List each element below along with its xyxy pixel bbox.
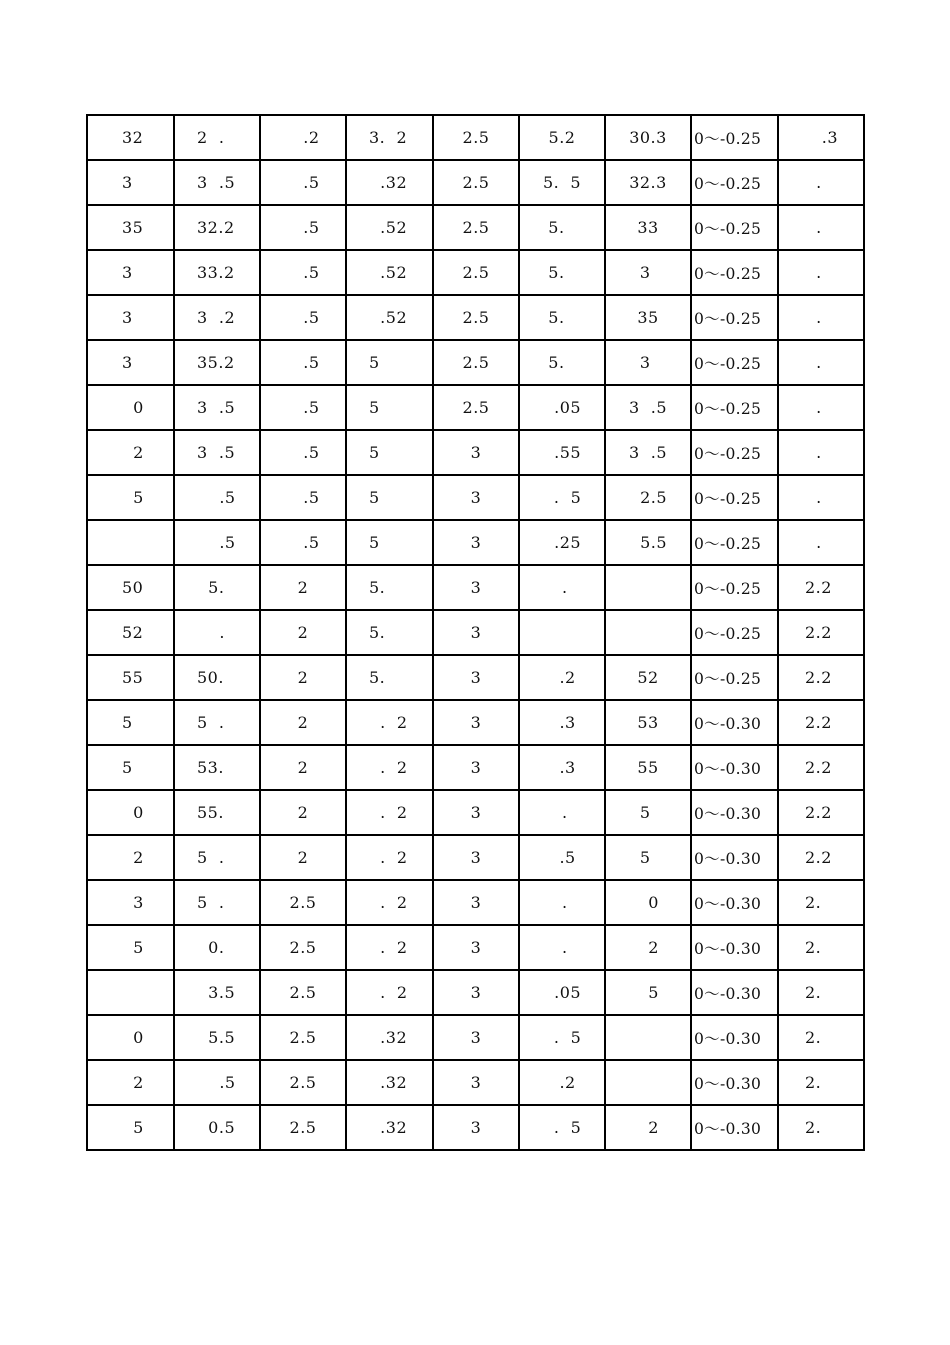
table-cell: 2 [87,835,174,880]
table-cell: .5 [260,295,346,340]
table-cell: . [778,295,864,340]
table-cell: .2 [260,115,346,160]
table-cell: . [778,160,864,205]
table-cell: 3 .5 [174,160,260,205]
table-cell: 2.2 [778,790,864,835]
table-cell: 2.5 [433,385,519,430]
table-cell: 50. [174,655,260,700]
table-cell: 5 [87,475,174,520]
table-cell: 3 [433,1105,519,1150]
table-cell: 2.5 [260,1015,346,1060]
table-cell: 5 [346,385,433,430]
table-cell: 0～-0.25 [691,160,778,205]
table-cell: 0～-0.25 [691,340,778,385]
table-cell: 5. [346,655,433,700]
table-cell: . [174,610,260,655]
table-row [87,115,864,160]
table-cell: 5.5 [605,520,691,565]
table-cell: 0 [87,1015,174,1060]
table-cell: 3 [433,925,519,970]
table-row [87,430,864,475]
table-cell: 0～-0.25 [691,115,778,160]
table-cell: 2 [260,565,346,610]
table-row [87,1015,864,1060]
table-cell: 2.2 [778,835,864,880]
table-cell: 0～-0.25 [691,385,778,430]
table-cell: . [778,205,864,250]
table-row [87,1060,864,1105]
table-cell: 0 [87,385,174,430]
table-row [87,745,864,790]
table-cell: .52 [346,205,433,250]
table-cell: .32 [346,1060,433,1105]
table-cell: . [778,520,864,565]
table-cell: 2.2 [778,610,864,655]
table-cell: 3. 2 [346,115,433,160]
table-cell: 33 [605,205,691,250]
table-cell: . [778,475,864,520]
table-cell: 5 [87,1105,174,1150]
table-cell: 2 [605,925,691,970]
table-cell: 3 [433,790,519,835]
table-cell: 2.2 [778,700,864,745]
table-cell: .5 [260,340,346,385]
table-cell: .2 [519,1060,605,1105]
table-cell: . [519,790,605,835]
table-cell: .05 [519,385,605,430]
table-cell: 2 [605,1105,691,1150]
table-cell: . [778,430,864,475]
table-row [87,340,864,385]
table-cell: . 2 [346,745,433,790]
table-cell: . 5 [519,475,605,520]
table-cell: .52 [346,250,433,295]
table-cell: 0～-0.25 [691,295,778,340]
table-cell: 2 [260,835,346,880]
table-cell: 3 [433,565,519,610]
table-cell: 2.5 [260,880,346,925]
table-cell: 3 .5 [174,430,260,475]
table-cell: 0～-0.25 [691,430,778,475]
table-cell: 2. [778,880,864,925]
table-cell: 2 . [174,115,260,160]
table-cell: 2.2 [778,655,864,700]
table-cell: 5. [519,295,605,340]
table-cell: 2.2 [778,565,864,610]
table-cell: .5 [260,205,346,250]
table-cell: 0. [174,925,260,970]
table-cell: 3.5 [174,970,260,1015]
table-cell: 52 [605,655,691,700]
table-cell [605,1060,691,1105]
table-cell: 55 [87,655,174,700]
table-cell: 0.5 [174,1105,260,1150]
table-cell: .5 [260,430,346,475]
table-cell: .5 [174,475,260,520]
table-cell: 0～-0.30 [691,700,778,745]
table-cell: 5. [519,250,605,295]
table-cell: 2 [260,655,346,700]
table-cell [87,970,174,1015]
table-cell: 5.2 [519,115,605,160]
table-cell [87,520,174,565]
table-cell: 0～-0.25 [691,475,778,520]
table-cell: .25 [519,520,605,565]
table-cell [605,610,691,655]
table-cell: 0 [87,790,174,835]
table-cell: . [519,880,605,925]
table-cell: 2. [778,1105,864,1150]
table-cell: 2.5 [433,160,519,205]
table-row [87,610,864,655]
table-cell: 5 [346,430,433,475]
table-cell: 2. [778,1015,864,1060]
table-cell [605,565,691,610]
table-cell: .32 [346,160,433,205]
table-cell: 5. [519,205,605,250]
table-cell: 3 [433,1015,519,1060]
table-cell: 3 [433,475,519,520]
table-row [87,385,864,430]
table-cell: 5 [605,970,691,1015]
table-cell: 2.2 [778,745,864,790]
table-cell: 2. [778,970,864,1015]
table-cell: 32.3 [605,160,691,205]
table-cell: .5 [519,835,605,880]
table-cell: .32 [346,1105,433,1150]
table-cell: 55 [605,745,691,790]
table-cell: 3 [87,295,174,340]
table-cell: .5 [260,475,346,520]
table-cell: 2 [260,745,346,790]
table-cell: 3 [605,250,691,295]
table-row [87,655,864,700]
table-cell: 3 [87,160,174,205]
table-cell: . 2 [346,880,433,925]
table-cell: .32 [346,1015,433,1060]
table-body [87,115,864,1150]
table-cell: 32 [87,115,174,160]
table-cell: 0～-0.25 [691,655,778,700]
table-cell: 3 [433,700,519,745]
table-row [87,1105,864,1150]
table-cell: 2.5 [433,250,519,295]
table-cell: 5 . [174,700,260,745]
table-cell: 3 [433,520,519,565]
table-row [87,790,864,835]
table-cell: .3 [519,700,605,745]
data-table [86,114,865,1151]
table-cell: 2 [87,430,174,475]
table-row [87,835,864,880]
table-cell: 52 [87,610,174,655]
table-cell: . 5 [519,1015,605,1060]
table-cell: 3 [433,610,519,655]
table-row [87,880,864,925]
table-cell: . [778,250,864,295]
table-cell: 2.5 [605,475,691,520]
table-cell: 35.2 [174,340,260,385]
table-cell: 3 [433,745,519,790]
table-cell: .05 [519,970,605,1015]
table-cell: 0～-0.30 [691,790,778,835]
table-cell: . 2 [346,925,433,970]
table-cell: .3 [778,115,864,160]
table-cell: 0～-0.30 [691,745,778,790]
table-cell: 2.5 [433,340,519,385]
table-cell: 2 [260,700,346,745]
table-cell: 35 [605,295,691,340]
table-cell: .5 [260,520,346,565]
table-cell: 3 [433,880,519,925]
table-cell: .3 [519,745,605,790]
table-cell: 0～-0.25 [691,250,778,295]
table-cell: 0～-0.30 [691,880,778,925]
table-cell: 0～-0.30 [691,1015,778,1060]
table-cell: 0～-0.30 [691,1105,778,1150]
table-cell: . 2 [346,970,433,1015]
table-cell: 33.2 [174,250,260,295]
table-row [87,475,864,520]
table-cell: 55. [174,790,260,835]
table-cell: 32.2 [174,205,260,250]
table-cell: 5. 5 [519,160,605,205]
table-cell: 2.5 [433,295,519,340]
table-cell [519,610,605,655]
table-cell: .5 [174,520,260,565]
table-cell: 3 [433,1060,519,1105]
table-cell: 2.5 [433,115,519,160]
table-cell: . 2 [346,835,433,880]
table-cell: 5 [87,925,174,970]
table-cell [605,1015,691,1060]
table-cell: 5. [346,565,433,610]
table-cell: .55 [519,430,605,475]
table-cell: 5 [346,475,433,520]
table-cell: 5. [519,340,605,385]
table-cell: 0～-0.25 [691,610,778,655]
table-cell: 2.5 [260,925,346,970]
table-cell: .5 [260,385,346,430]
table-cell: 3 [433,835,519,880]
table-cell: 3 [87,340,174,385]
table-row [87,970,864,1015]
table-cell: .52 [346,295,433,340]
table-cell: 53. [174,745,260,790]
table-cell: .5 [174,1060,260,1105]
table-cell: 5 . [174,880,260,925]
table-cell: 2 [260,790,346,835]
table-cell: 3 [87,880,174,925]
table-cell: 35 [87,205,174,250]
table-cell: 2 [260,610,346,655]
table-cell: 0～-0.25 [691,565,778,610]
table-cell: 3 .5 [605,385,691,430]
table-cell: . [519,565,605,610]
table-cell: 5 [87,745,174,790]
table-row [87,205,864,250]
table-cell: 3 .5 [174,385,260,430]
table-cell: 0～-0.30 [691,970,778,1015]
table-cell: 2.5 [260,970,346,1015]
table-cell: 5. [174,565,260,610]
table-row [87,250,864,295]
table-cell: 3 [605,340,691,385]
table-cell: .5 [260,160,346,205]
table-cell: 2 [87,1060,174,1105]
table-row [87,925,864,970]
table-cell: 5 . [174,835,260,880]
table-cell: 50 [87,565,174,610]
table-cell: 0～-0.30 [691,925,778,970]
table-cell: . [519,925,605,970]
table-row [87,565,864,610]
table-cell: 53 [605,700,691,745]
table-cell: 5.5 [174,1015,260,1060]
table-cell: 0～-0.30 [691,835,778,880]
table-cell: 2.5 [260,1105,346,1150]
table-cell: . [778,340,864,385]
table-cell: 5 [605,835,691,880]
table-cell: . 2 [346,700,433,745]
table-cell: 3 [87,250,174,295]
table-cell: 5 [346,520,433,565]
table-cell: 5 [346,340,433,385]
table-cell: 30.3 [605,115,691,160]
table-row [87,160,864,205]
table-cell: . 5 [519,1105,605,1150]
table-cell: . [778,385,864,430]
table-cell: 2. [778,1060,864,1105]
table-cell: 3 .5 [605,430,691,475]
table-cell: 2. [778,925,864,970]
table-cell: 3 [433,655,519,700]
table-row [87,700,864,745]
table-row [87,295,864,340]
table-cell: 0～-0.25 [691,205,778,250]
table-cell: 3 .2 [174,295,260,340]
table-cell: .2 [519,655,605,700]
table-row [87,520,864,565]
table-cell: 2.5 [260,1060,346,1105]
table-cell: 0～-0.25 [691,520,778,565]
table-cell: 5 [605,790,691,835]
table-cell: . 2 [346,790,433,835]
table-cell: 3 [433,970,519,1015]
table-cell: 3 [433,430,519,475]
table-cell: .5 [260,250,346,295]
table-cell: 5 [87,700,174,745]
table-cell: 2.5 [433,205,519,250]
table-cell: 5. [346,610,433,655]
table-cell: 0 [605,880,691,925]
table-cell: 0～-0.30 [691,1060,778,1105]
